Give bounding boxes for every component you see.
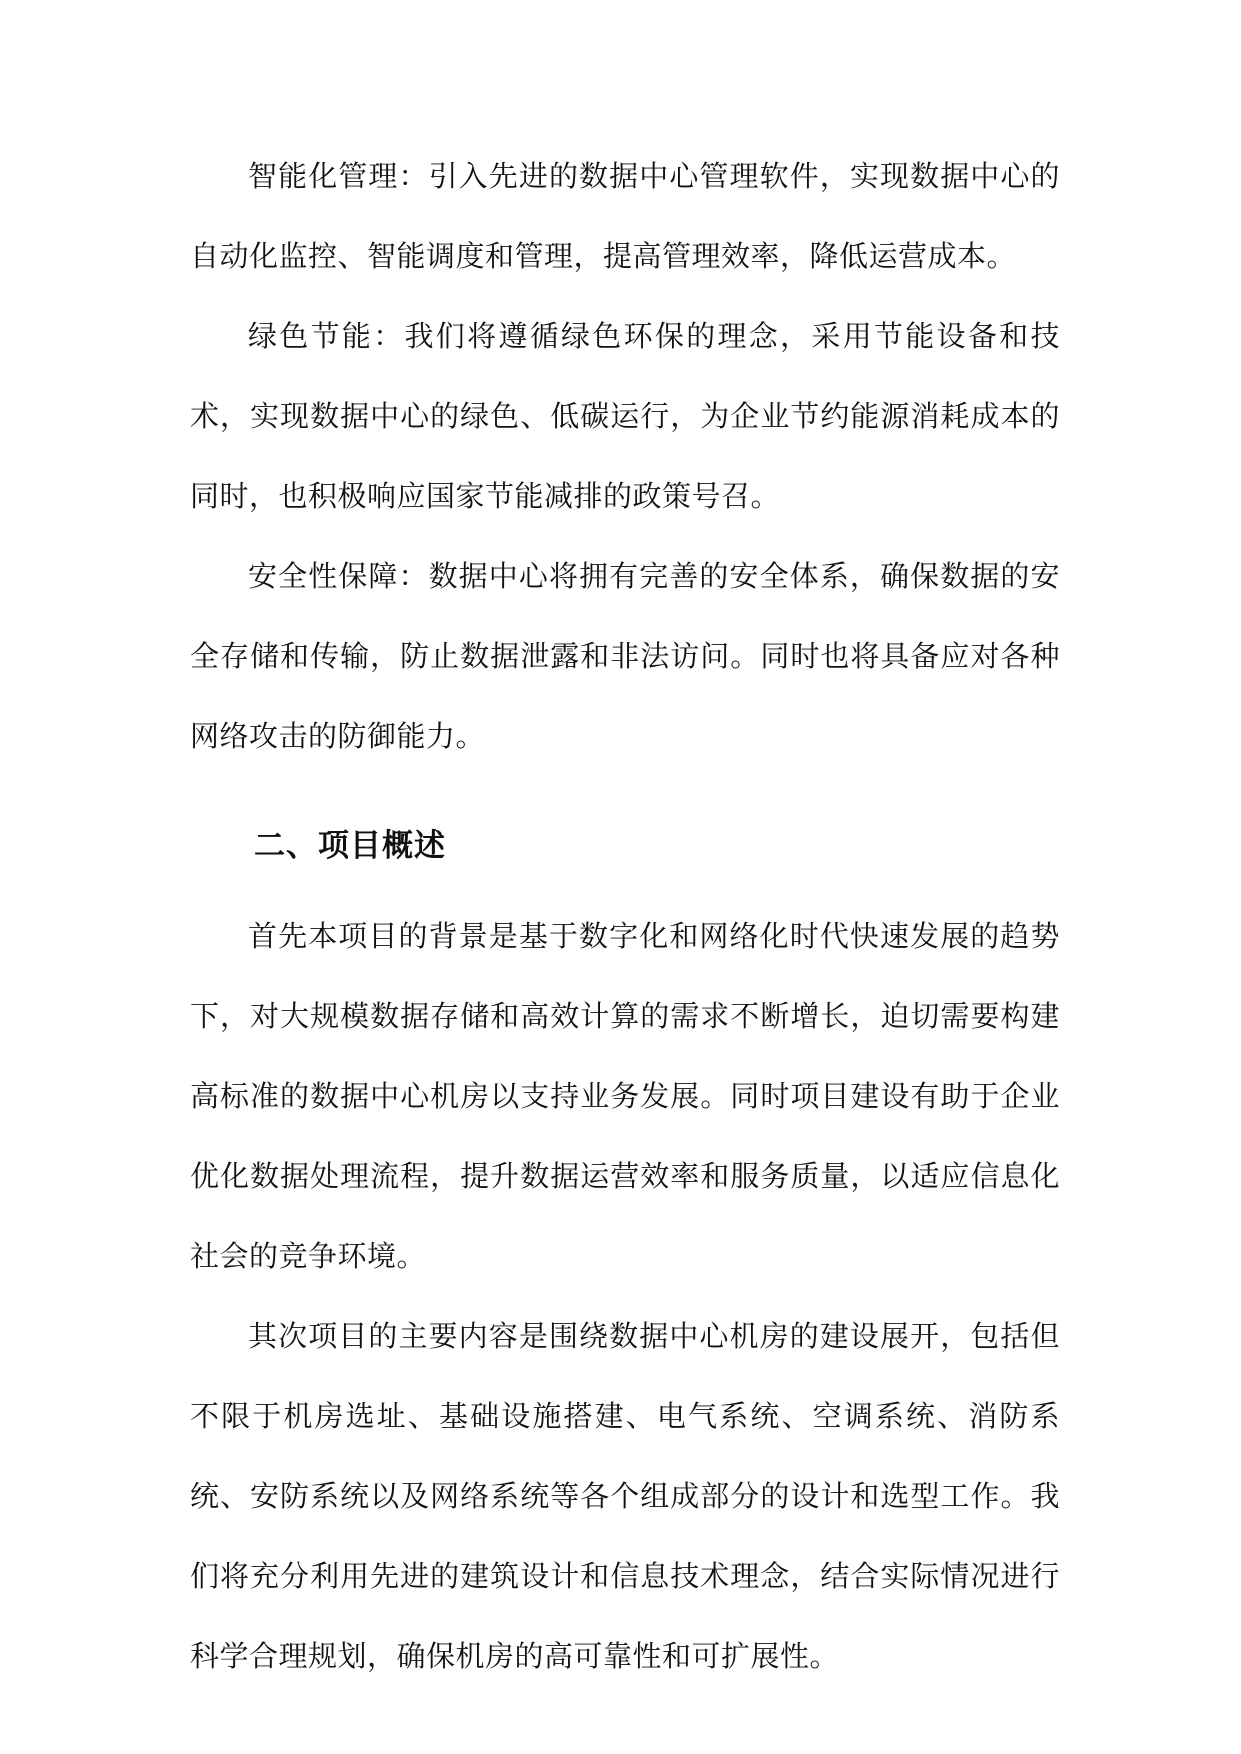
section-heading: 二、项目概述 <box>254 828 446 864</box>
paragraph-security: 安全性保障：数据中心将拥有完善的安全体系，确保数据的安全存储和传输，防止数据泄露和非法访问。同时也将具备应对各种网络攻击的防御能力。 <box>190 559 1060 753</box>
paragraph-green-energy: 绿色节能：我们将遵循绿色环保的理念，采用节能设备和技术，实现数据中心的绿色、低碳运行，为企业节约能源消耗成本的同时，也积极响应国家节能减排的政策号召。 <box>190 319 1060 513</box>
paragraph-project-content: 其次项目的主要内容是围绕数据中心机房的建设展开，包括但不限于机房选址、基础设施搭建、电气系统、空调系统、消防系统、安防系统以及网络系统等各个组成部分的设计和选型工作。我们将充分利用先进的建筑设计和信息技术理念，结合实际情况进行科学合理规划，确保机房的高可靠性和可扩展性。 <box>190 1319 1060 1673</box>
document-body <box>190 136 1060 1696</box>
paragraph-intelligent-management: 智能化管理：引入先进的数据中心管理软件，实现数据中心的自动化监控、智能调度和管理，提高管理效率，降低运营成本。 <box>190 159 1060 273</box>
paragraph-project-background: 首先本项目的背景是基于数字化和网络化时代快速发展的趋势下，对大规模数据存储和高效计算的需求不断增长，迫切需要构建高标准的数据中心机房以支持业务发展。同时项目建设有助于企业优化数据处理流程，提升数据运营效率和服务质量，以适应信息化社会的竞争环境。 <box>190 919 1060 1273</box>
